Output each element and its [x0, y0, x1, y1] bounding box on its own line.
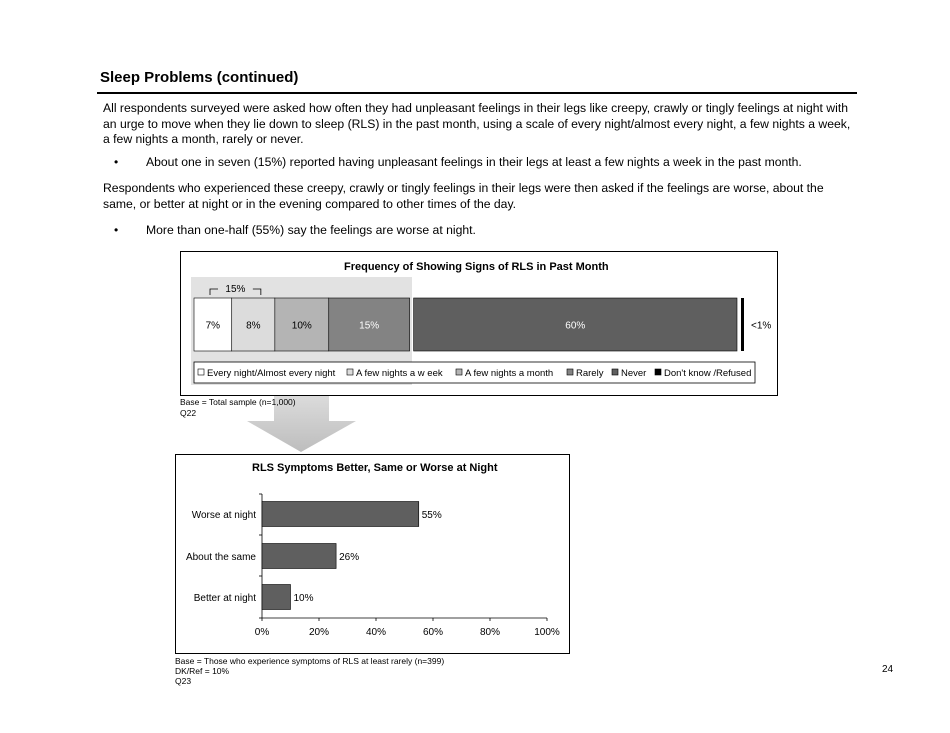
x-tick-label: 20% [308, 627, 330, 638]
data-label: 10% [291, 320, 312, 332]
data-label: 8% [246, 320, 261, 332]
category-label: Better at night [193, 593, 256, 604]
bar [262, 585, 291, 610]
data-label: 55% [421, 510, 442, 521]
x-tick-label: 100% [534, 627, 560, 638]
category-label: Worse at night [191, 510, 256, 521]
page-title: Sleep Problems (continued) [100, 69, 299, 86]
data-label: 15% [359, 320, 380, 332]
data-label: 60% [565, 320, 586, 332]
legend-label: Every night/Almost every night [207, 368, 336, 379]
x-tick-label: 40% [365, 627, 387, 638]
bullet-1-text: About one in seven (15%) reported having unpleasant feelings in their legs at least a few nights a week in the past month. [146, 155, 802, 169]
page-number: 24 [882, 664, 894, 675]
category-label: About the same [185, 552, 256, 563]
bar [262, 502, 419, 527]
bullet-2-text: More than one-half (55%) say the feelings are worse at night. [146, 223, 476, 237]
x-tick-label: 80% [479, 627, 501, 638]
bullet-marker: • [114, 155, 119, 169]
chart-1-title: Frequency of Showing Signs of RLS in Past Month [344, 261, 609, 273]
x-tick-label: 60% [422, 627, 444, 638]
chart-1-question: Q22 [180, 408, 197, 418]
data-label: 10% [293, 593, 314, 604]
second-paragraph: Respondents who experienced these creepy, crawly or tingly feelings in their legs were then asked if the feelings are worse, about the same, or better at night or in the evening compared to other times of the day. [103, 181, 824, 211]
data-label: 26% [339, 552, 360, 563]
intro-paragraph: All respondents surveyed were asked how often they had unpleasant feelings in their legs like creepy, crawly or tingly feelings at night with an urge to move when they lie down to sleep (RLS) in the past month, using a scale of every night/almost every night, a few nights a week, a few nights a month, rarely or never. [103, 101, 851, 146]
legend-label: Never [621, 368, 647, 379]
bar [262, 544, 336, 569]
chart-2-base-note: Base = Those who experience symptoms of RLS at least rarely (n=399) [175, 656, 445, 666]
x-tick-label: 0% [254, 627, 270, 638]
chart-2-dk-note: DK/Ref = 10% [175, 666, 230, 676]
bullet-marker: • [114, 223, 119, 237]
legend-label: Don't know /Refused [664, 368, 752, 379]
bracket-label: 15% [225, 284, 246, 295]
chart-2-question: Q23 [175, 676, 192, 686]
legend-label: A few nights a w eek [356, 368, 443, 379]
chart-1-base-note: Base = Total sample (n=1,000) [180, 397, 296, 407]
legend-label: Rarely [576, 368, 604, 379]
chart-2-title: RLS Symptoms Better, Same or Worse at Night [252, 462, 498, 474]
data-label: 7% [205, 320, 221, 332]
legend-label: A few nights a month [465, 368, 554, 379]
data-label: <1% [751, 320, 772, 332]
